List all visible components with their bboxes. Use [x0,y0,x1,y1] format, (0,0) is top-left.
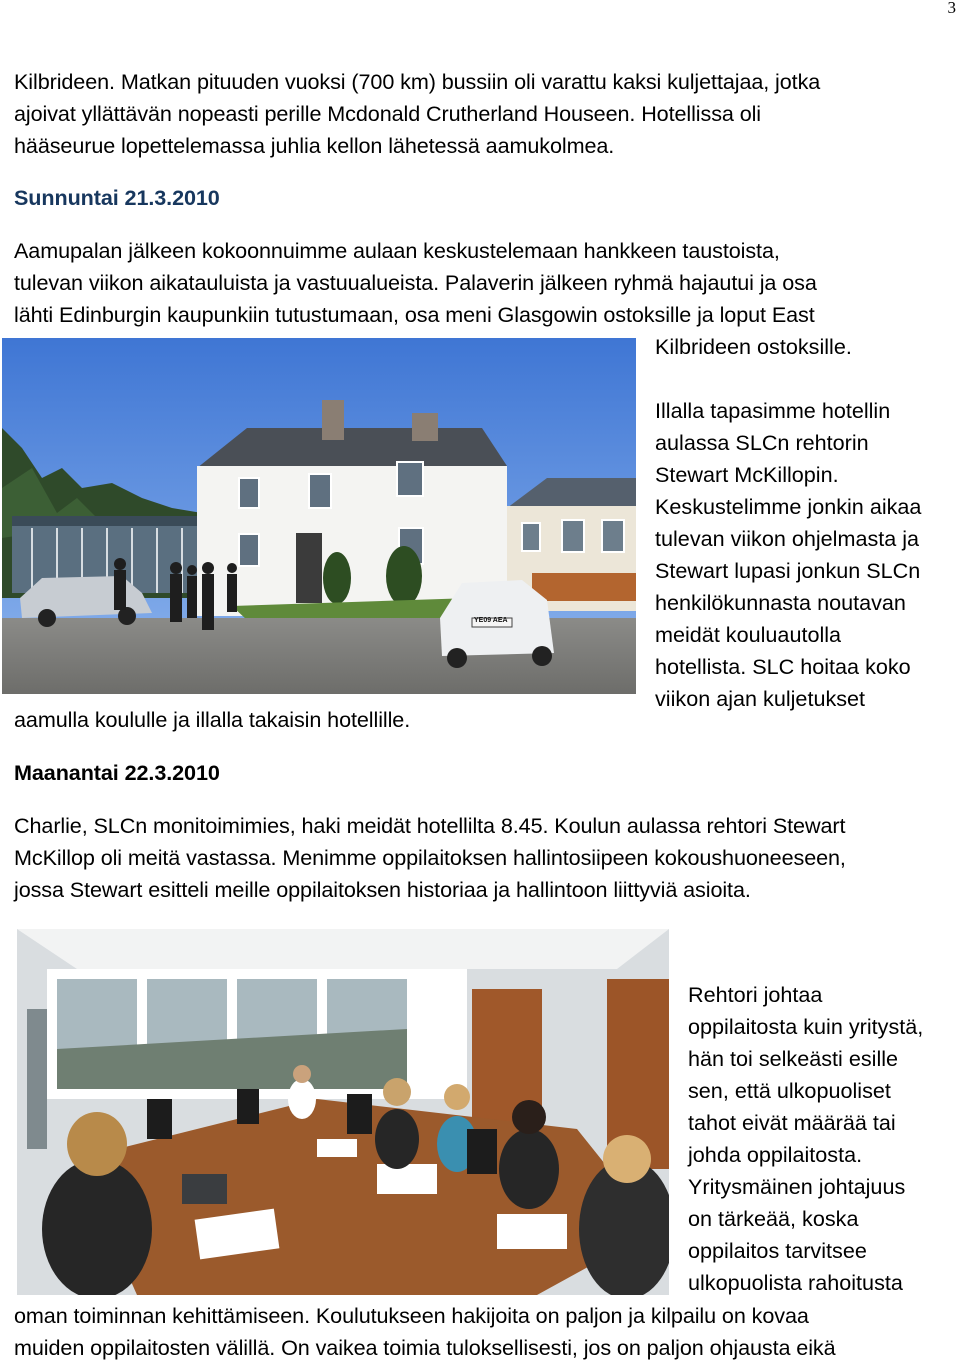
section-heading-monday: Maanantai 22.3.2010 [14,760,220,785]
body-line: hotellista. SLC hoitaa koko [655,654,911,679]
body-line: oppilaitos tarvitsee [688,1238,867,1263]
body-line: henkilökunnasta noutavan [655,590,906,615]
body-line: on tärkeää, koska [688,1206,859,1231]
body-line: Stewart lupasi jonkun SLCn [655,558,921,583]
body-line: hääseurue lopettelemassa juhlia kellon lähetessä aamukolmea. [14,133,615,158]
page-number: 3 [947,0,956,17]
body-line [655,363,921,395]
body-line: Keskustelimme jonkin aikaa [655,494,922,519]
body-line: ajoivat yllättävän nopeasti perille Mcdonald Crutherland Houseen. Hotellissa oli [14,101,762,126]
body-line: Charlie, SLCn monitoimimies, haki meidät hotellilta 8.45. Koulun aulassa rehtori Stewart [14,813,846,838]
body-line: Yritysmäinen johtajuus [688,1174,906,1199]
section-heading-sunday: Sunnuntai 21.3.2010 [14,185,220,210]
monday-right-column [688,979,923,1299]
hotel-photo [2,338,636,694]
body-line: johda oppilaitosta. [688,1142,863,1167]
body-line: aamulla koululle ja illalla takaisin hotellille. [14,707,411,732]
body-line: muiden oppilaitosten välillä. On vaikea toimia tuloksellisesti, jos on paljon ohjausta eikä [14,1335,836,1360]
car-plate: YE09 AEA [474,617,508,624]
body-line: Rehtori johtaa [688,982,823,1007]
body-line: tulevan viikon aikatauluista ja vastuualueista. Palaverin jälkeen ryhmä hajautui ja osa [14,270,817,295]
body-line: tahot eivät määrää tai [688,1110,896,1135]
body-line: lähti Edinburgin kaupunkiin tutustumaan, osa meni Glasgowin ostoksille ja loput East [14,302,815,327]
body-line: Illalla tapasimme hotellin [655,398,891,423]
body-line: Aamupalan jälkeen kokoonnuimme aulaan keskustelemaan hankkeen taustoista, [14,238,780,263]
body-line: hän toi selkeästi esille [688,1046,899,1071]
body-line: aulassa SLCn rehtorin [655,430,869,455]
body-line: jossa Stewart esitteli meille oppilaitoksen historiaa ja hallintoon liittyviä asioita. [14,877,751,902]
body-line: oman toiminnan kehittämiseen. Koulutukseen hakijoita on paljon ja kilpailu on kovaa [14,1303,809,1328]
meeting-room-photo [17,929,669,1295]
body-line: Stewart McKillopin. [655,462,839,487]
body-line: ulkopuolista rahoitusta [688,1270,903,1295]
body-line: sen, että ulkopuoliset [688,1078,891,1103]
body-line: viikon ajan kuljetukset [655,686,866,711]
body-line: tulevan viikon ohjelmasta ja [655,526,920,551]
body-line: Kilbrideen. Matkan pituuden vuoksi (700 km) bussiin oli varattu kaksi kuljettajaa, jotka [14,69,821,94]
sunday-right-column [655,331,921,715]
body-line: Kilbrideen ostoksille. [655,334,852,359]
body-line: McKillop oli meitä vastassa. Menimme oppilaitoksen hallintosiipeen kokoushuoneeseen, [14,845,846,870]
body-line: oppilaitosta kuin yritystä, [688,1014,924,1039]
body-line: meidät kouluautolla [655,622,842,647]
